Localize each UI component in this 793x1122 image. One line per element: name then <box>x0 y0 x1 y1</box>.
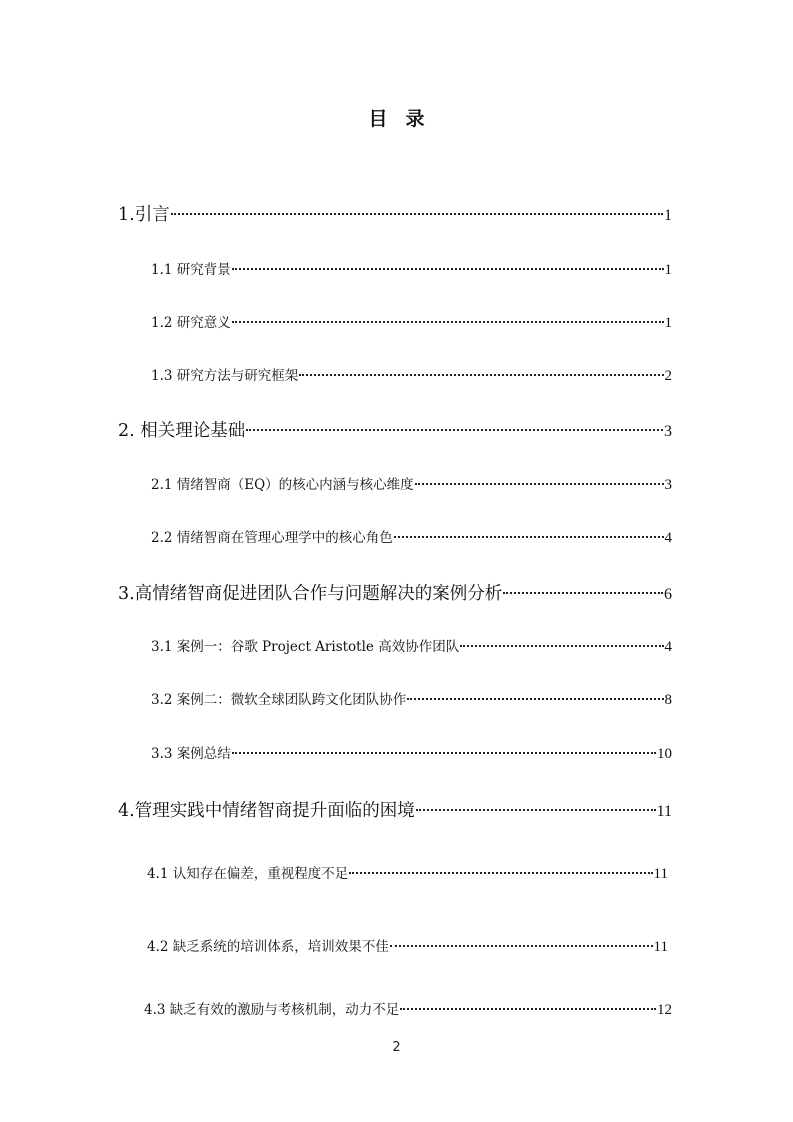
toc-entry-label: 4.3 缺乏有效的激励与考核机制，动力不足 <box>144 1002 400 1018</box>
toc-entry-page: 11 <box>653 866 668 882</box>
toc-entry-label: 3.高情绪智商促进团队合作与问题解决的案例分析 <box>118 584 503 604</box>
toc-entry-page: 3 <box>664 423 672 440</box>
toc-entry[interactable] <box>118 417 672 442</box>
toc-entry-page: 1 <box>664 207 672 224</box>
toc-entry-page: 3 <box>664 477 672 493</box>
toc-entry-label: 2.2 情绪智商在管理心理学中的核心角色 <box>151 530 393 546</box>
toc-entry[interactable] <box>151 311 672 332</box>
toc-dot-leader <box>232 321 664 323</box>
toc-entry-label: 1.1 研究背景 <box>151 262 231 278</box>
toc-dot-leader <box>460 645 663 647</box>
toc-entry[interactable] <box>151 526 672 547</box>
toc-entry[interactable] <box>118 580 672 605</box>
toc-entry-page: 4 <box>664 639 672 655</box>
toc-entry-page: 11 <box>656 803 672 820</box>
toc-dot-leader <box>416 809 656 811</box>
toc-entry-page: 2 <box>664 368 672 384</box>
toc-dot-leader <box>503 592 663 594</box>
toc-entry[interactable] <box>118 201 672 226</box>
toc-entry-label: 2.1 情绪智商（EQ）的核心内涵与核心维度 <box>151 477 414 493</box>
toc-dot-leader <box>232 752 656 754</box>
page-number: 2 <box>392 1040 401 1055</box>
toc-entry-page: 1 <box>664 262 672 278</box>
toc-entry-label: 1.2 研究意义 <box>151 315 231 331</box>
toc-title: 目录 <box>368 108 443 130</box>
toc-entry-label: 4.2 缺乏系统的培训体系，培训效果不佳 <box>147 939 389 955</box>
toc-dot-leader <box>415 483 664 485</box>
toc-entry[interactable] <box>151 635 672 656</box>
toc-dot-leader <box>232 268 664 270</box>
toc-dot-leader <box>299 374 663 376</box>
toc-entry-page: 6 <box>664 586 672 603</box>
toc-entry[interactable] <box>151 258 672 279</box>
toc-entry[interactable] <box>151 364 672 385</box>
toc-entry[interactable] <box>151 688 672 709</box>
toc-entry-label: 3.1 案例一：谷歌 Project Aristotle 高效协作团队 <box>151 639 460 655</box>
toc-entry-label: 3.3 案例总结 <box>151 746 231 762</box>
toc-entry-page: 11 <box>653 939 668 955</box>
toc-entry[interactable] <box>118 797 672 822</box>
toc-entry-page: 10 <box>657 746 672 762</box>
toc-dot-leader <box>246 429 663 431</box>
toc-entry[interactable] <box>151 742 672 763</box>
toc-entry-label: 3.2 案例二：微软全球团队跨文化团队协作 <box>151 692 407 708</box>
toc-entry-label: 4.1 认知存在偏差，重视程度不足 <box>147 866 349 882</box>
toc-entry[interactable] <box>147 862 668 883</box>
toc-entry[interactable] <box>144 998 672 1019</box>
toc-entry[interactable] <box>151 473 672 494</box>
toc-entry-page: 12 <box>657 1002 672 1018</box>
toc-entry-page: 1 <box>664 315 672 331</box>
toc-dot-leader <box>171 213 663 215</box>
toc-entry-label: 1.3 研究方法与研究框架 <box>151 368 299 384</box>
toc-entry-label: 2. 相关理论基础 <box>118 421 246 441</box>
toc-entry-page: 8 <box>664 692 672 708</box>
toc-dot-leader <box>394 536 664 538</box>
toc-dot-leader <box>400 1008 656 1010</box>
toc-entry-label: 4.管理实践中情绪智商提升面临的困境 <box>118 801 415 821</box>
toc-entry-label: 1.引言 <box>118 205 170 225</box>
toc-dot-leader <box>349 872 652 874</box>
toc-entry-page: 4 <box>664 530 672 546</box>
toc-entry[interactable] <box>147 935 668 956</box>
toc-dot-leader <box>390 945 653 947</box>
toc-dot-leader <box>407 698 663 700</box>
